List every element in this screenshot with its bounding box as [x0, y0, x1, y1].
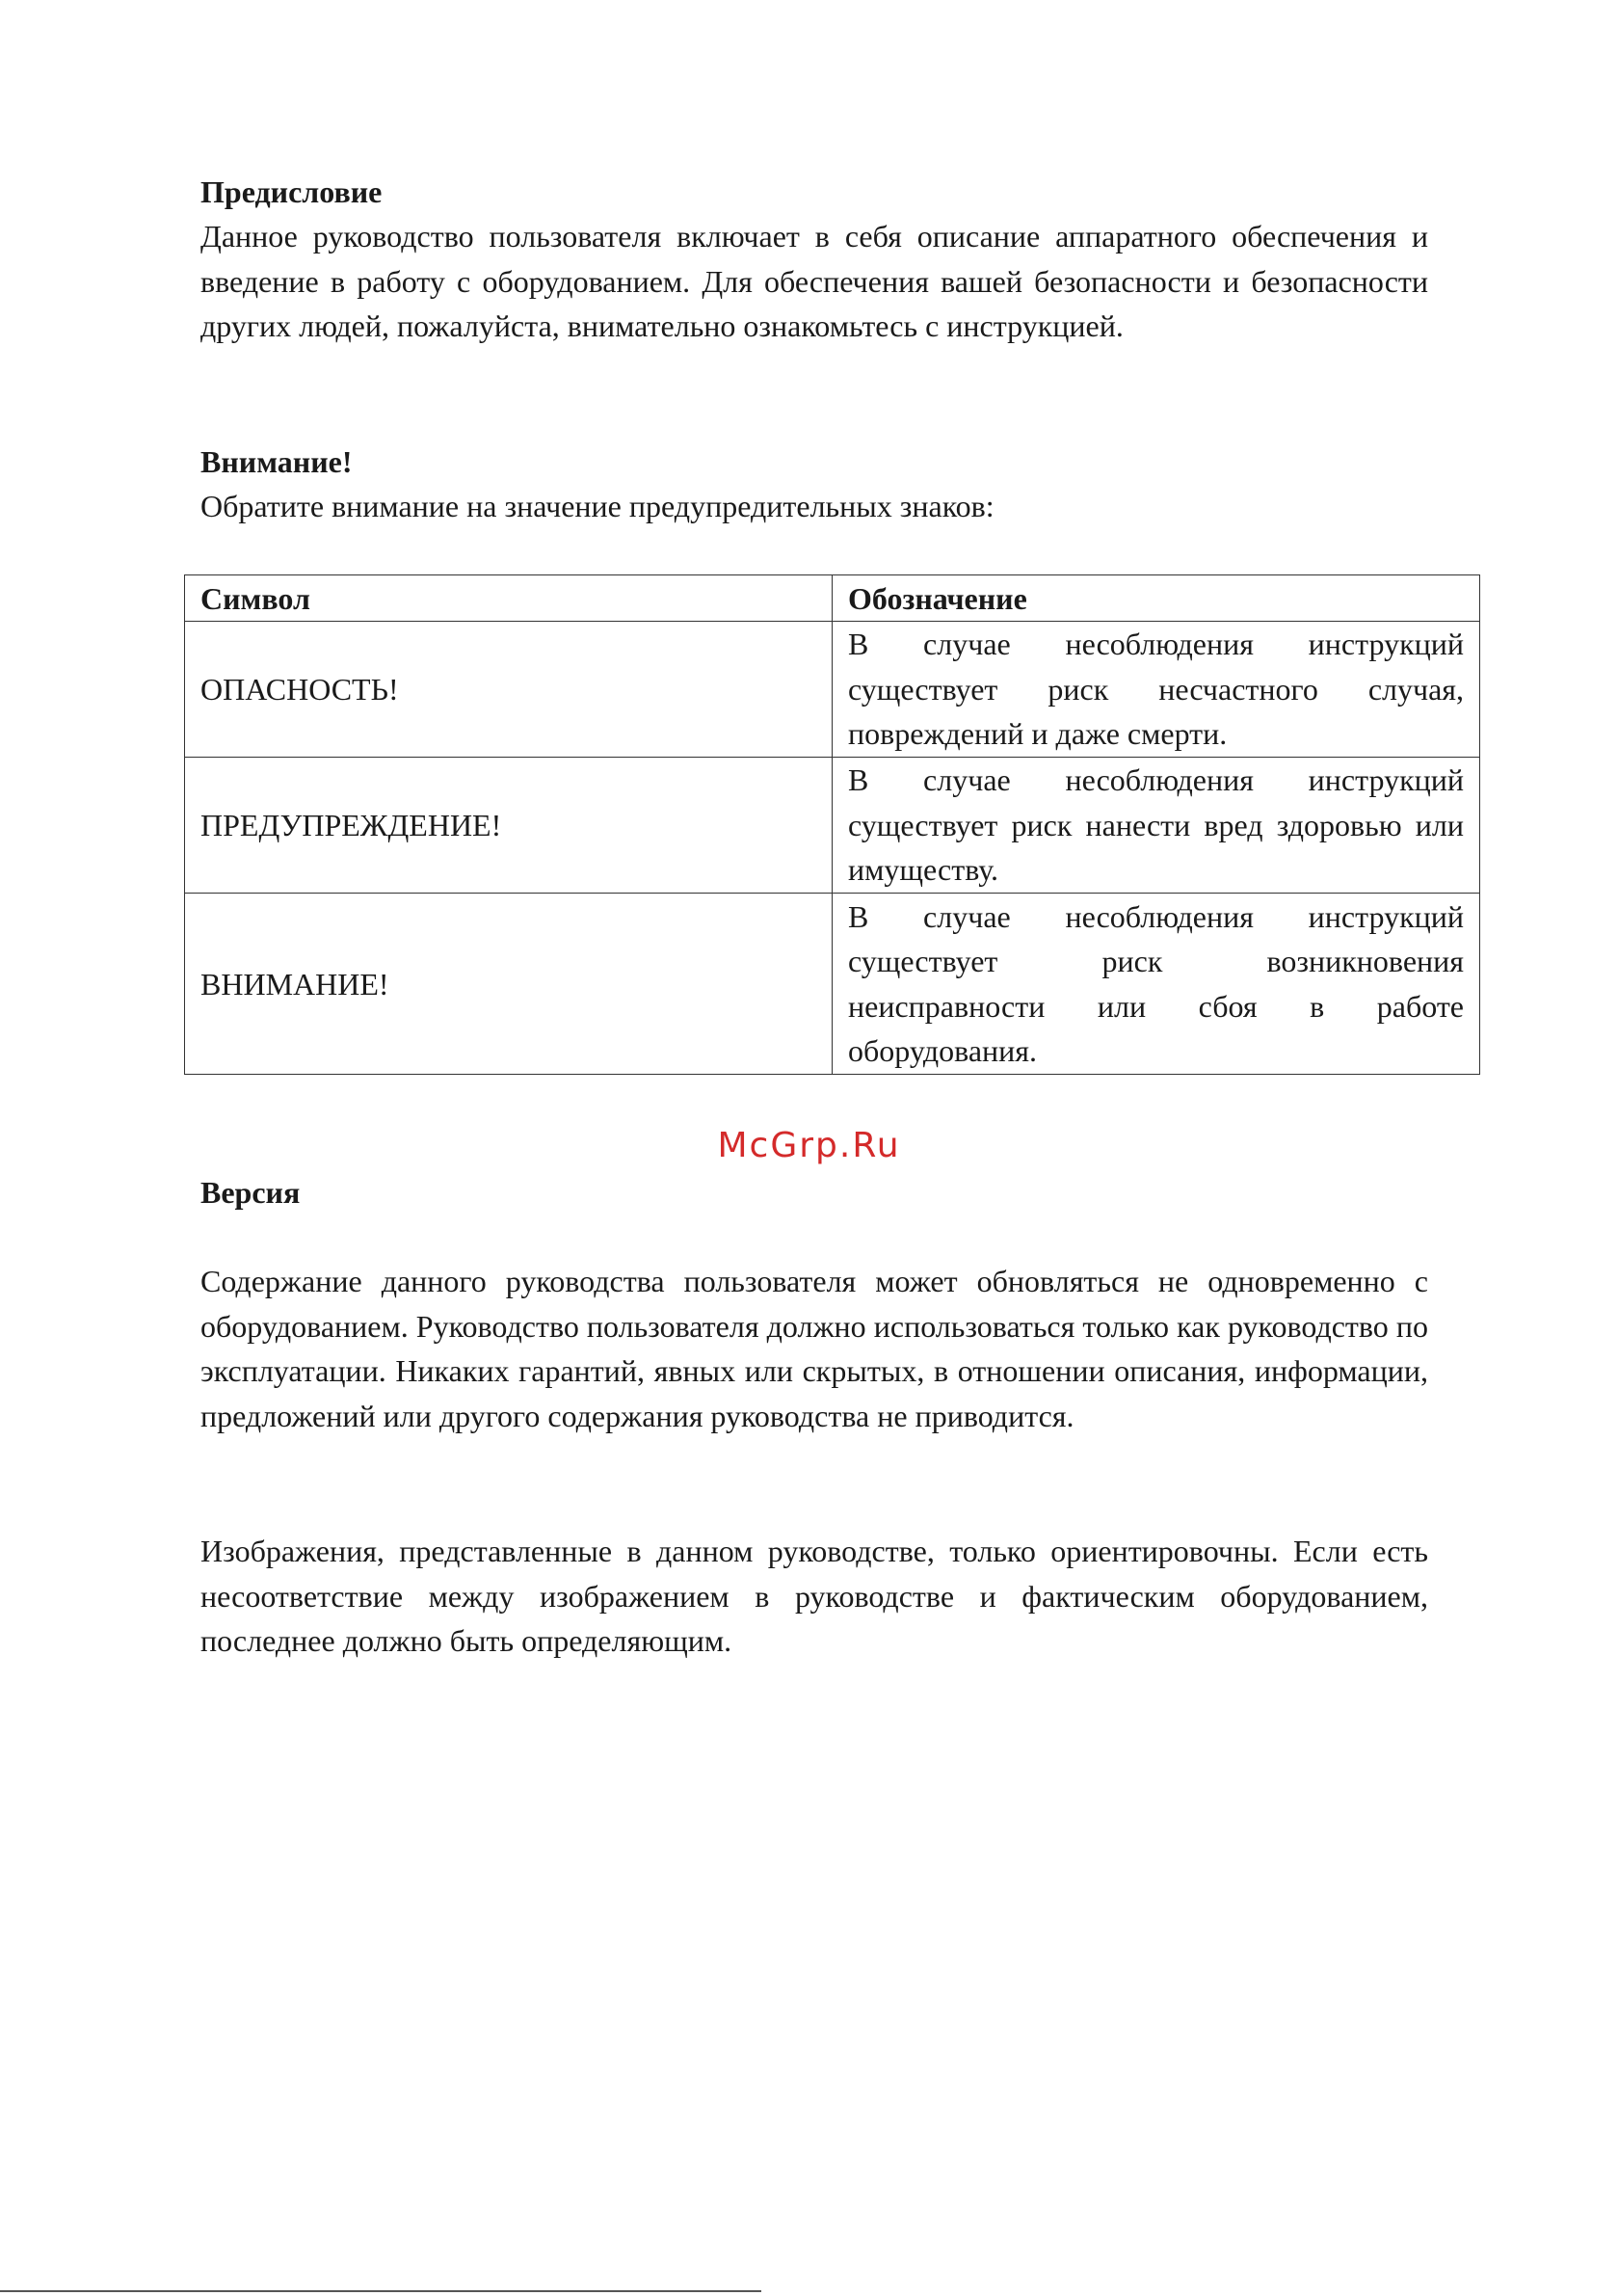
- version-paragraph-2: Изображения, представленные в данном руководстве, только ориентировочны. Если есть несоответствие между изображением в руководстве и фактическим оборудованием, последнее должно быть определяющим.: [200, 1534, 1428, 1658]
- attention-heading: Внимание!: [200, 444, 353, 479]
- footer-divider: [0, 2290, 761, 2292]
- meaning-danger: В случае несоблюдения инструкций существует риск несчастного случая, повреждений и даже смерти.: [833, 622, 1480, 758]
- column-header-meaning: Обозначение: [833, 575, 1480, 622]
- table-header-row: [185, 575, 1480, 622]
- version-heading: Версия: [200, 1175, 301, 1210]
- table-row: [185, 758, 1480, 894]
- warning-signs-table: [184, 574, 1480, 1075]
- table-row: [185, 622, 1480, 758]
- symbol-warning: ПРЕДУПРЕЖДЕНИЕ!: [185, 758, 833, 894]
- meaning-caution: В случае несоблюдения инструкций существует риск возникновения неисправности или сбоя в работе оборудования.: [833, 894, 1480, 1075]
- symbol-danger: ОПАСНОСТЬ!: [185, 622, 833, 758]
- symbol-caution: ВНИМАНИЕ!: [185, 894, 833, 1075]
- preface-paragraph: Данное руководство пользователя включает в себя описание аппаратного обеспечения и введение в работу с оборудованием. Для обеспечения вашей безопасности и безопасности других людей, пожалуйста, внимательно ознакомьтесь с инструкцией.: [200, 219, 1428, 343]
- table-row: [185, 894, 1480, 1075]
- version-paragraph-1: Содержание данного руководства пользователя может обновляться не одновременно с оборудованием. Руководство пользователя должно использоваться только как руководство по эксплуатации. Никаких гарантий, явных или скрытых, в отношении описания, информации, предложений или другого содержания руководства не приводится.: [200, 1264, 1428, 1433]
- preface-heading: Предисловие: [200, 174, 383, 209]
- column-header-symbol: Символ: [185, 575, 833, 622]
- meaning-warning: В случае несоблюдения инструкций существует риск нанести вред здоровью или имуществу.: [833, 758, 1480, 894]
- watermark-text: McGrp.Ru: [717, 1126, 901, 1165]
- attention-paragraph: Обратите внимание на значение предупредительных знаков:: [200, 489, 995, 523]
